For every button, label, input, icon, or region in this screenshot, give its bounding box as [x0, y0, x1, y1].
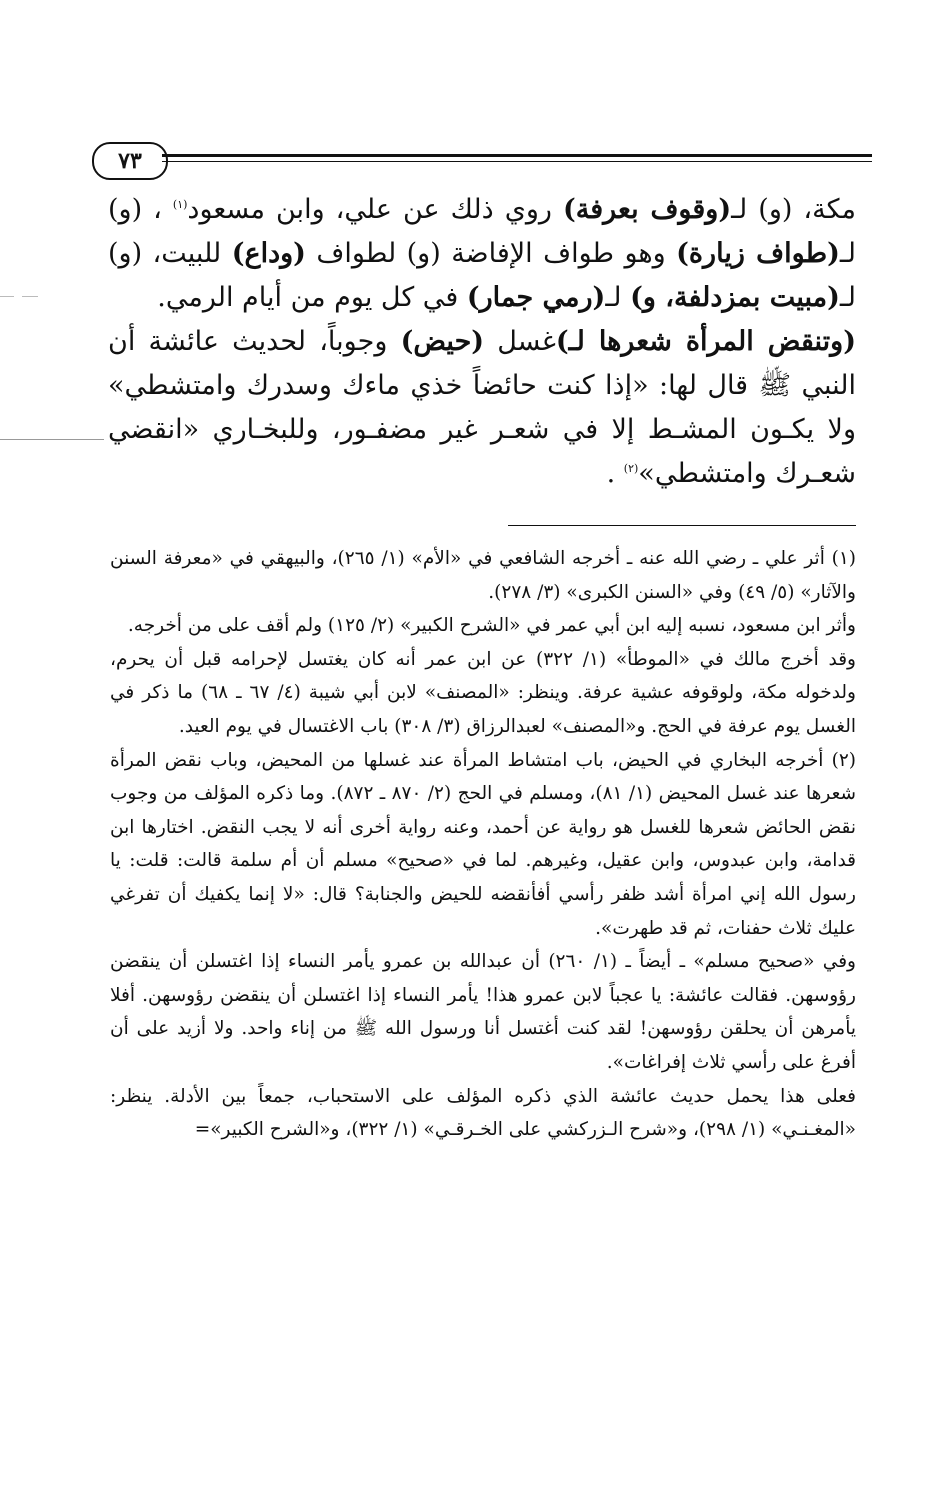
text-run: .: [606, 458, 624, 489]
margin-line: [0, 439, 104, 440]
footnote-1: (١) أثر علي ـ رضي الله عنه ـ أخرجه الشافعي في «الأم» (١/ ٢٦٥)، والبيهقي في «معرفة السنن والآثار» (٥/ ٤٩) وفي «السنن الكبرى» (٣/ ٢٧٨).: [110, 548, 856, 603]
bold-term: (رمي جمار): [466, 282, 606, 313]
margin-dash: [22, 296, 38, 297]
text-run: ، (و) لـ: [108, 194, 856, 269]
main-paragraph-2: [108, 320, 856, 496]
footnote-1-continuation: وقد أخرج مالك في «الموطأ» (١/ ٣٢٢) عن ابن عمر أنه كان يغتسل لإحرامه قبل أن يحرم، ولدخوله مكة، ولوقوفه عشية عرفة. وينظر: «المصنف» لابن أبي شيبة (٤/ ٦٧ ـ ٦٨) ما ذكر في الغسل يوم عرفة في الحج. و«المصنف» لعبدالرزاق (٣/ ٣٠٨) باب الاغتسال في يوم العيد.: [110, 648, 856, 737]
margin-dash: [0, 296, 14, 297]
bold-term: (وقوف بعرفة): [562, 194, 732, 225]
bold-term: (طواف زيارة): [676, 238, 840, 269]
footnote-ref-2[interactable]: (٢): [623, 462, 639, 475]
footnote-2-continuation: وفي «صحيح مسلم» ـ أيضاً ـ (١/ ٢٦٠) أن عبدالله بن عمرو يأمر النساء إذا اغتسلن أن ينقضن رؤوسهن. فقالت عائشة: يا عجباً لابن عمرو هذا! يأمر النساء إذا اغتسلن أن ينقضن رؤوسهن. أفلا يأمرهن أن يحلقن رؤوسهن! لقد كنت أغتسل أنا ورسول الله ﷺ من إناء واحد. ولا أزيد على أن أفرغ على رأسي ثلاث إفراغات».: [110, 951, 856, 1073]
text-run: للبيت، (و) لـ: [108, 238, 856, 313]
bold-term: (مبيت بمزدلفة، و): [630, 282, 840, 313]
footnote-ref-1[interactable]: (١): [172, 198, 188, 211]
footnotes: [110, 542, 856, 1147]
footnote-divider: [508, 525, 856, 526]
text-run: روي ذلك عن علي، وابن مسعود: [187, 194, 563, 225]
main-text: [108, 188, 856, 496]
header-rule-thin: [162, 161, 872, 162]
bold-term: (وتنقض المرأة شعرها لـ): [555, 326, 856, 357]
text-run: وهو طواف الإفاضة (و) لطواف: [305, 238, 677, 269]
text-run: مكة، (و) لـ: [731, 194, 856, 225]
footnote-2: (٢) أخرجه البخاري في الحيض، باب امتشاط المرأة عند غسلها من المحيض، وباب نقض المرأة شعرها عند غسل المحيض (١/ ٨١)، ومسلم في الحج (٢/ ٨٧٠ ـ ٨٧٢). وما ذكره المؤلف من وجوب نقض الحائض شعرها للغسل هو رواية عن أحمد، وعنه رواية أخرى أنه لا يجب النقض. اختارها ابن قدامة، وابن عبدوس، وابن عقيل، وغيرهم. لما في «صحيح» مسلم أن أم سلمة قالت: قلت: يا رسول الله إني امرأة أشد ظفر رأسي أفأنقضه للحيض والجنابة؟ قال: «لا إنما يكفيك أن تفرغي عليك ثلاث حفنات، ثم قد طهرت».: [110, 749, 856, 939]
bold-term: (حيض): [400, 326, 485, 357]
footnote-1-continuation: وأثر ابن مسعود، نسبه إليه ابن أبي عمر في «الشرح الكبير» (٢/ ١٢٥) ولم أقف على من أخرجه.: [127, 615, 856, 637]
bold-term: (وداع): [231, 238, 306, 269]
page-number-badge: [92, 142, 168, 180]
text-run: وجوباً، لحديث عائشة أن النبي ﷺ قال لها: «إذا كنت حائضاً خذي ماءك وسدرك وامتشطي» ولا يكـون المشـط إلا في شعـر غير مضفـور، وللبخـاري «انقضي شعـرك وامتشطي»: [108, 326, 856, 489]
footnote-2-continuation: فعلى هذا يحمل حديث عائشة الذي ذكره المؤلف على الاستحباب، جمعاً بين الأدلة. ينظر: «المغـنـي» (١/ ٢٩٨)، و«شرح الـزركشي على الخـرقـي» (١/ ٣٢٢)، و«الشرح الكبير»=: [110, 1085, 856, 1141]
text-run: غسل: [484, 326, 556, 357]
text-run: لـ: [605, 282, 631, 313]
main-paragraph-1: [108, 188, 856, 320]
page-number: ٧٣: [118, 148, 142, 174]
page-header: [92, 140, 872, 180]
text-run: في كل يوم من أيام الرمي.: [157, 282, 467, 313]
header-rule-thick: [162, 154, 872, 157]
